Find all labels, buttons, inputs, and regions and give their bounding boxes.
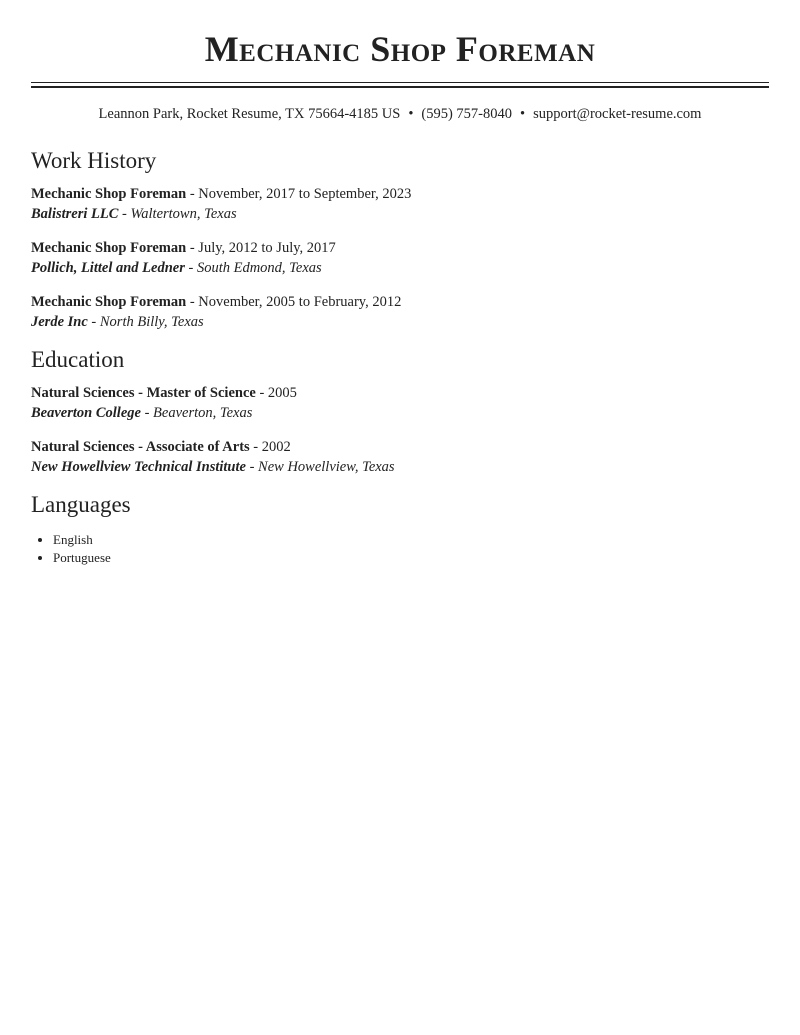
school-location: Beaverton, Texas (153, 404, 253, 421)
language-item: • English (53, 531, 769, 549)
job-location: South Edmond, Texas (196, 259, 322, 276)
resume-title: Mechanic Shop Foreman (204, 29, 596, 69)
work-entry: Mechanic Shop Foreman - November, 2017 to September, 2023 Balistreri LLC - Waltertown, Texas (31, 186, 412, 222)
contact-line (31, 105, 769, 123)
contact-email: support@rocket-resume.com (533, 106, 702, 122)
work-entry: Mechanic Shop Foreman - July, 2012 to July, 2017 Pollich, Littel and Ledner - South Edmond, Texas (31, 240, 336, 276)
school-name: Beaverton College (31, 404, 141, 421)
education-heading: Education (31, 347, 125, 372)
degree: Natural Sciences - Associate of Arts (31, 439, 250, 455)
job-company: Jerde Inc (31, 313, 88, 330)
school-name: New Howellview Technical Institute (31, 458, 246, 475)
school-location: New Howellview, Texas (258, 458, 395, 475)
divider-thick-line (31, 86, 769, 88)
education-entry: Natural Sciences - Associate of Arts - 2002 New Howellview Technical Institute - New Howellview, Texas (31, 439, 395, 475)
degree: Natural Sciences - Master of Science (31, 385, 256, 401)
languages-list (31, 531, 769, 567)
job-company: Pollich, Littel and Ledner (31, 259, 185, 276)
job-title: Mechanic Shop Foreman (31, 186, 187, 202)
job-company: Balistreri LLC (31, 205, 119, 222)
job-title: Mechanic Shop Foreman (31, 240, 187, 256)
job-title: Mechanic Shop Foreman (31, 294, 187, 310)
graduation-year: 2002 (261, 439, 291, 455)
work-history-heading: Work History (31, 148, 157, 173)
contact-separator: • (408, 106, 414, 122)
work-entry: Mechanic Shop Foreman - November, 2005 to February, 2012 Jerde Inc - North Billy, Texas (31, 294, 402, 330)
education-entry: Natural Sciences - Master of Science - 2005 Beaverton College - Beaverton, Texas (31, 385, 297, 421)
job-dates: November, 2005 to February, 2012 (198, 294, 402, 310)
contact-separator: • (520, 106, 526, 122)
job-location: Waltertown, Texas (130, 205, 237, 222)
job-dates: July, 2012 to July, 2017 (198, 240, 336, 256)
contact-phone: (595) 757-8040 (421, 106, 513, 122)
job-location: North Billy, Texas (99, 313, 204, 330)
contact-address: Leannon Park, Rocket Resume, TX 75664-4185 US (98, 106, 401, 122)
job-dates: November, 2017 to September, 2023 (198, 186, 412, 202)
title-divider (31, 82, 769, 88)
languages-heading: Languages (31, 492, 131, 517)
divider-thin-line (31, 82, 769, 83)
language-item: • Portuguese (53, 549, 769, 567)
graduation-year: 2005 (267, 385, 297, 401)
